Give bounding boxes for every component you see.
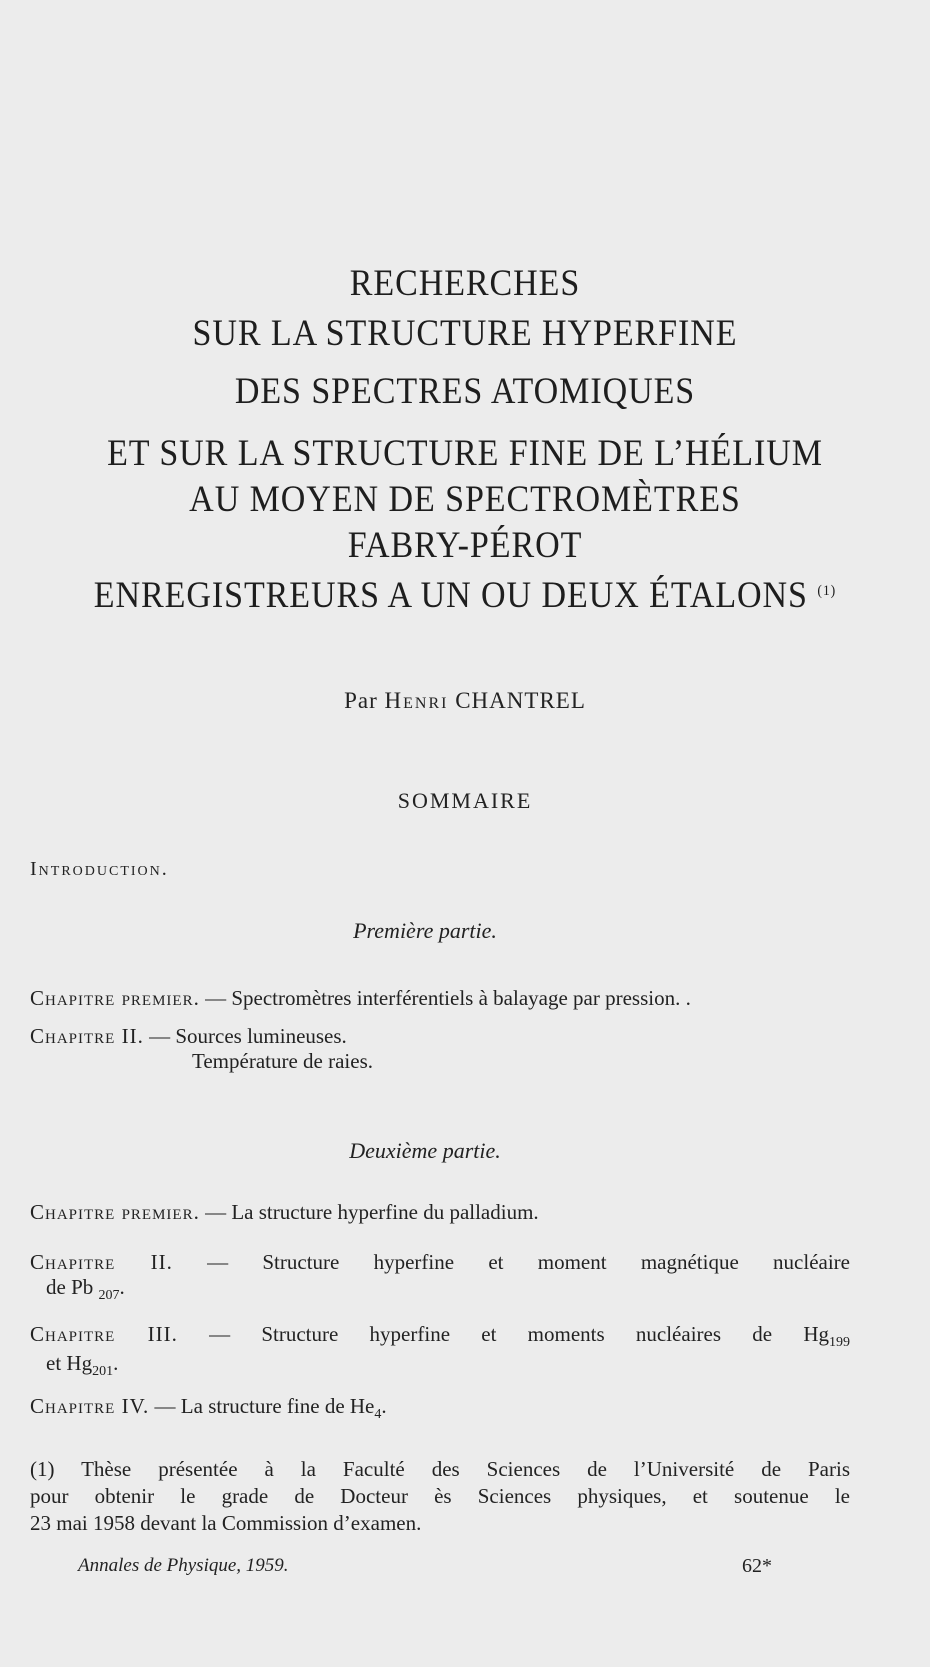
chapter-text: — La structure hyperfine du palladium. xyxy=(205,1200,539,1224)
footnote-line-3: 23 mai 1958 devant la Commission d’examen. xyxy=(30,1511,422,1535)
author-first-name: Henri xyxy=(384,688,449,713)
part2-chapter-3 xyxy=(30,1322,850,1380)
page-number: 62* xyxy=(742,1555,772,1577)
chapter-label: Chapitre premier. xyxy=(30,1200,200,1224)
footnote-line-1 xyxy=(30,1456,850,1483)
chapter-label: Chapitre IV. xyxy=(30,1394,150,1418)
chapter-text: — Structure hyperfine et moments nucléaires de Hg xyxy=(209,1322,829,1346)
title-line-1: RECHERCHES xyxy=(349,263,581,304)
title-line-2: SUR LA STRUCTURE HYPERFINE xyxy=(192,313,738,354)
part2-title: Deuxième partie. xyxy=(349,1138,501,1163)
chapter-continuation: Température de raies. xyxy=(192,1049,374,1073)
chapter-text: — La structure fine de He xyxy=(154,1394,375,1418)
isotope-subscript: 199 xyxy=(829,1335,850,1351)
chapter-text: — Sources lumineuses. xyxy=(149,1024,347,1048)
title-line-7-text: ENREGISTREURS A UN OU DEUX ÉTALONS xyxy=(93,575,808,616)
chapter-end-punct: . xyxy=(381,1394,387,1418)
chapter-label: Chapitre premier. xyxy=(30,986,200,1010)
chapter-label: Chapitre II. xyxy=(30,1024,144,1048)
footnote-mark: (1) xyxy=(30,1457,55,1481)
part1-title: Première partie. xyxy=(353,918,497,943)
title-footnote-mark: (1) xyxy=(817,583,837,599)
author-line xyxy=(0,688,930,714)
journal-reference: Annales de Physique, 1959. xyxy=(78,1555,289,1576)
chapter-dot-leader: . xyxy=(685,986,691,1010)
chapter-wrapped-line xyxy=(30,1275,850,1304)
footnote-line-2: pour obtenir le grade de Docteur ès Sciences physiques, et soutenue le xyxy=(30,1484,850,1508)
sommaire-heading: SOMMAIRE xyxy=(397,788,533,813)
isotope-subscript: 207 xyxy=(98,1288,120,1304)
part1-chapter-1 xyxy=(30,986,850,1011)
isotope-subscript: 201 xyxy=(92,1364,114,1380)
author-last-name: CHANTREL xyxy=(455,688,586,713)
isotope-subscript: 4 xyxy=(374,1407,382,1423)
title-line-6: FABRY-PÉROT xyxy=(347,525,583,566)
title-line-3: DES SPECTRES ATOMIQUES xyxy=(234,371,696,412)
chapter-label: Chapitre III. xyxy=(30,1322,178,1346)
chapter-text-2: de Pb xyxy=(46,1275,94,1299)
title-line-5: AU MOYEN DE SPECTROMÈTRES xyxy=(189,479,741,520)
chapter-label: Chapitre II. xyxy=(30,1250,173,1274)
footnote xyxy=(30,1456,850,1537)
title-line-7 xyxy=(37,574,893,617)
part1-chapter-2 xyxy=(30,1024,850,1074)
chapter-first-line xyxy=(30,1250,850,1275)
chapter-text: — Spectromètres interférentiels à balayage par pression. xyxy=(205,986,681,1010)
chapter-text: — Structure hyperfine et moment magnétique nucléaire xyxy=(207,1250,850,1274)
title-line-4: ET SUR LA STRUCTURE FINE DE L’HÉLIUM xyxy=(107,433,823,474)
footnote-text-1: Thèse présentée à la Faculté des Sciences de l’Université de Paris xyxy=(81,1457,851,1481)
author-prefix: Par xyxy=(344,688,378,713)
chapter-first-line xyxy=(30,1322,850,1351)
chapter-wrapped-line xyxy=(30,1351,850,1380)
introduction-entry: Introduction. xyxy=(30,858,169,880)
part2-chapter-2 xyxy=(30,1250,850,1304)
part2-chapter-4 xyxy=(30,1394,850,1423)
chapter-text-2: et Hg xyxy=(46,1351,93,1376)
chapter-end-punct: . xyxy=(113,1351,119,1376)
chapter-end-punct: . xyxy=(119,1275,125,1299)
part2-chapter-1 xyxy=(30,1200,850,1225)
